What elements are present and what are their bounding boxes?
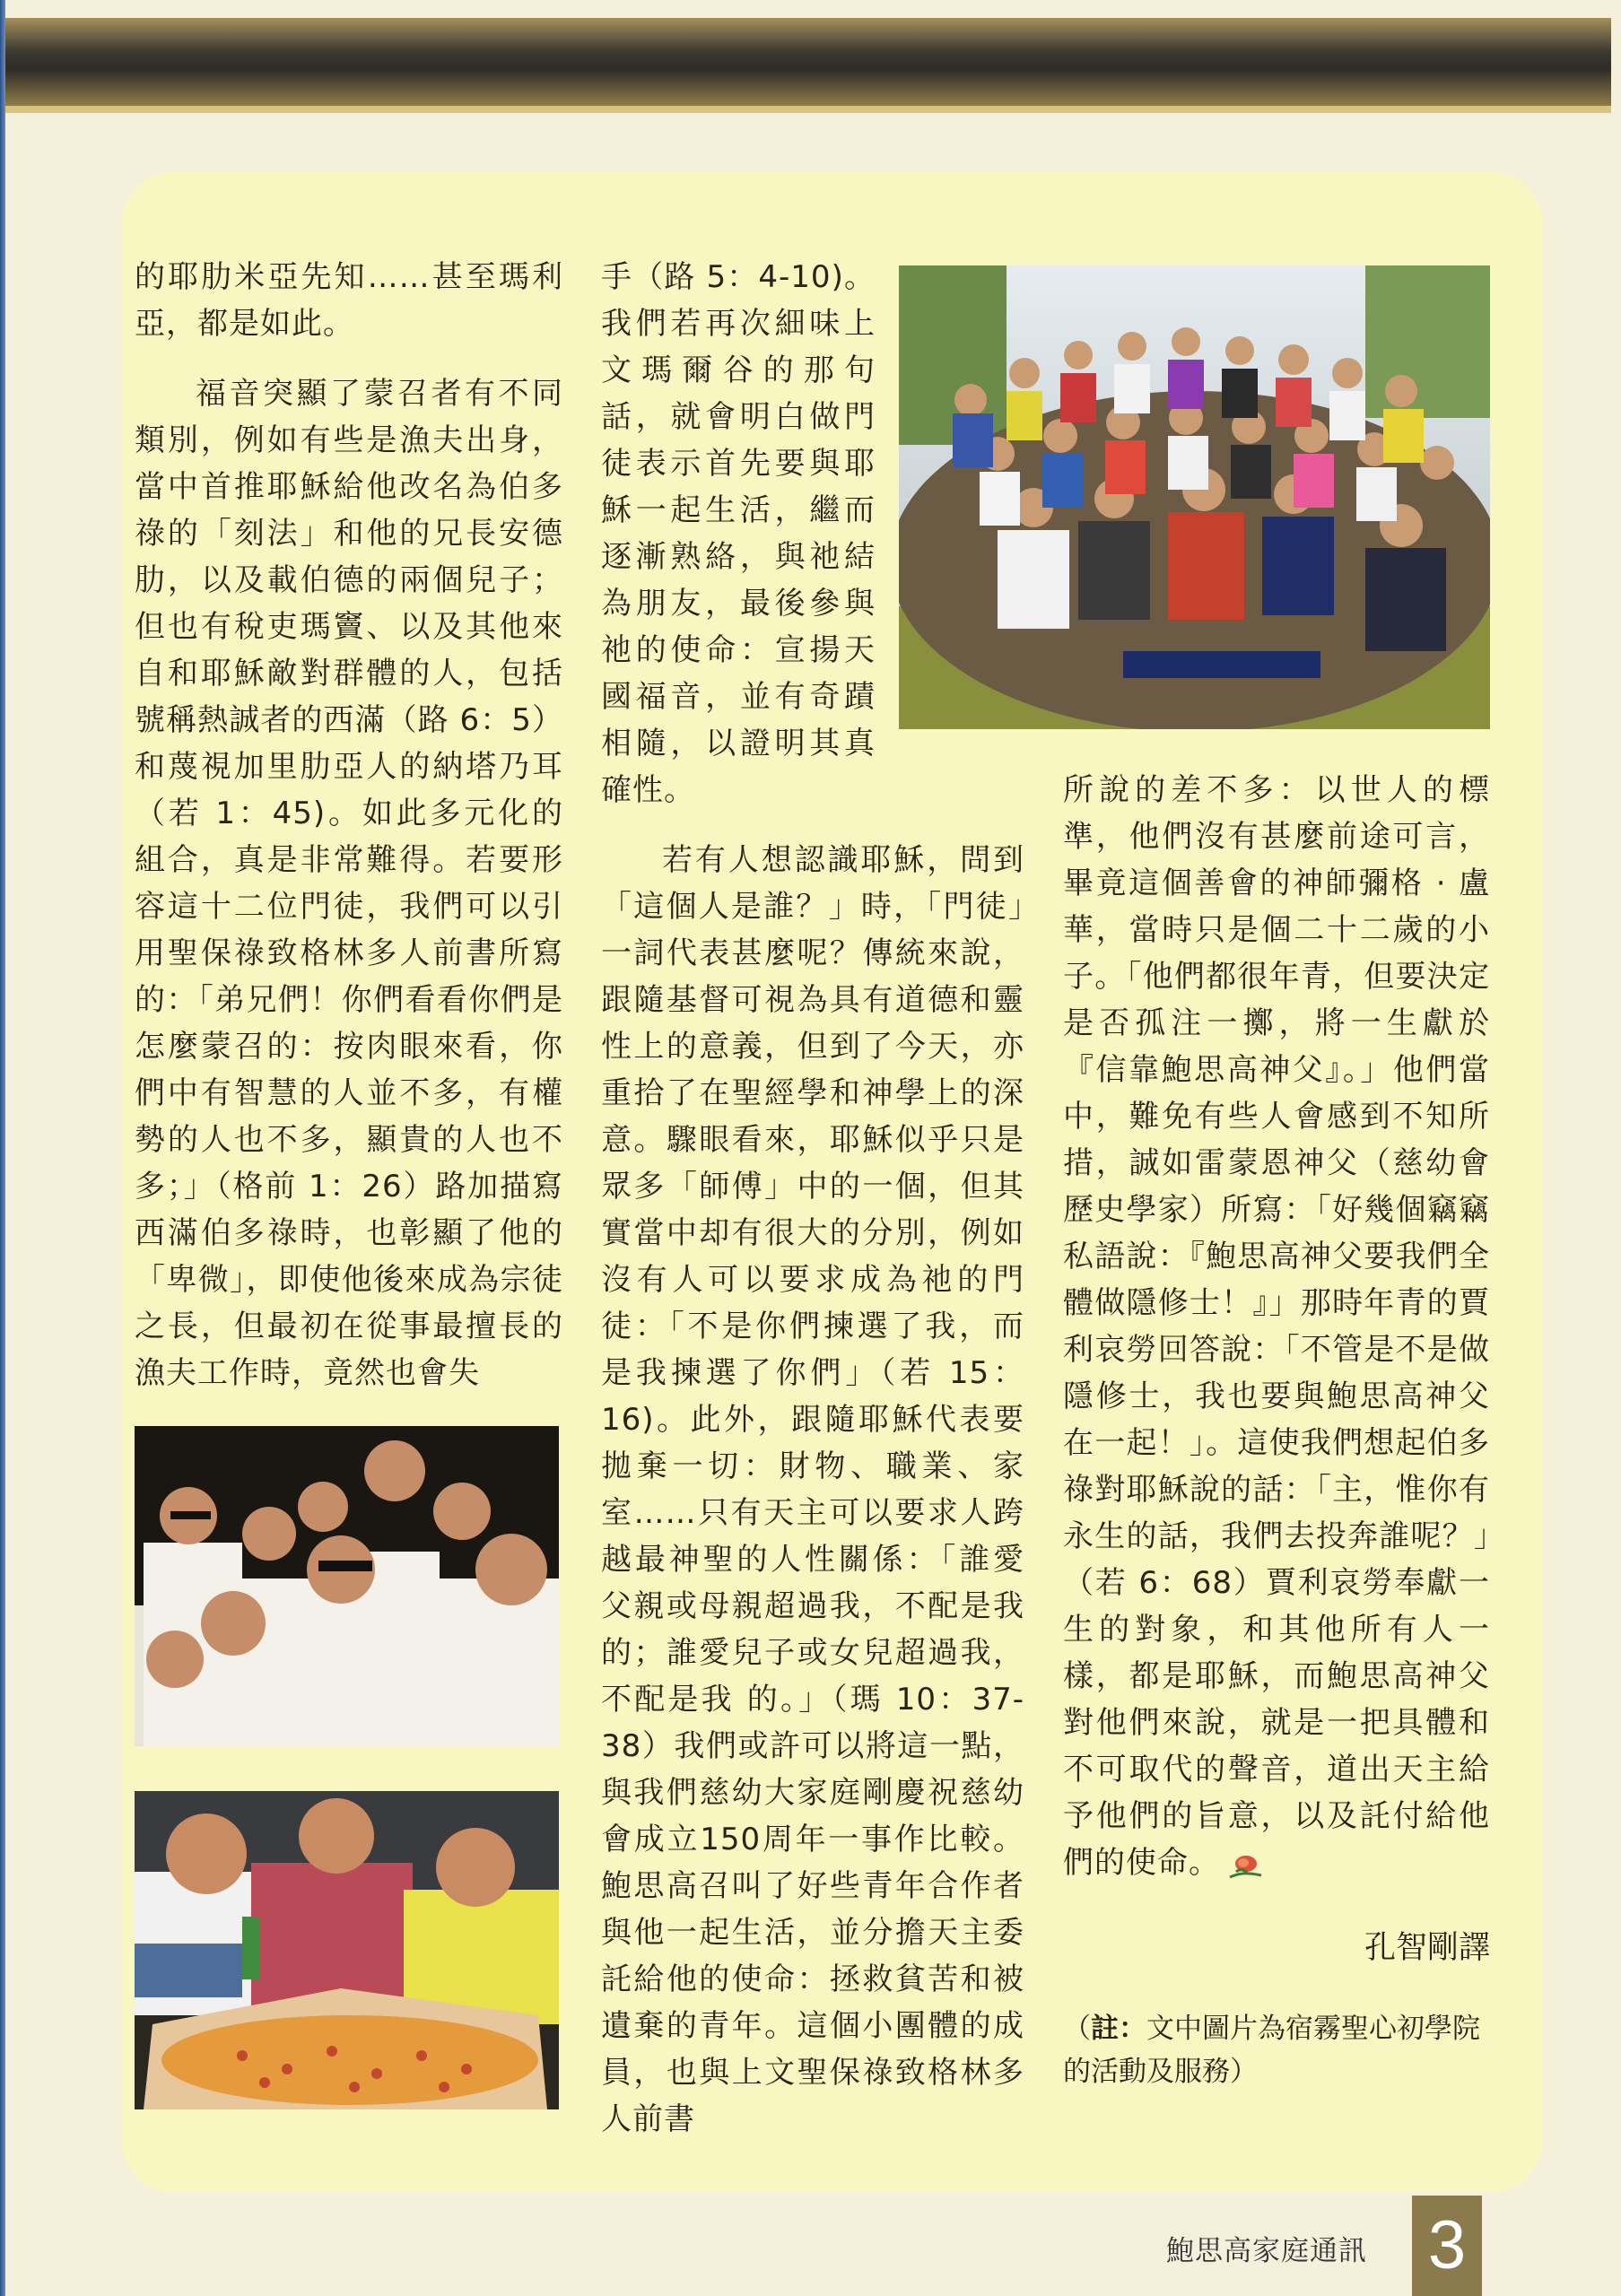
header-gold-rule [5, 106, 1611, 113]
note-text: 文中圖片為宿霧聖心初學院的活動及服務） [1063, 2013, 1480, 2088]
page-number: 3 [1427, 2207, 1467, 2283]
article-column-3 [1063, 767, 1490, 1886]
article-column-1 [135, 254, 563, 1396]
column-2-paragraph-1: 手（路 5：4-10)。我們若再次細味上文瑪爾谷的那句話，就會明白做門徒表示首先要與耶穌一起生活，繼而逐漸熟絡，與祂結為朋友，最後參與祂的使命：宣揚天國福音，並有奇蹟相隨，以證明其真確性。 [601, 259, 876, 808]
pizza-photo [135, 1791, 559, 2109]
column-1-paragraph-2: 福音突顯了蒙召者有不同類別，例如有些是漁夫出身，當中首推耶穌給他改名為伯多祿的「刻法」和他的兄長安德肋，以及載伯德的兩個兒子；但也有稅吏瑪竇、以及其他來自和耶穌敵對群體的人，包括號稱熱誠者的西滿（路 6：5）和蔑視加里肋亞人的納塔乃耳（若 1：45)。如此多元化的組合，真是非常難得。若要形容這十二位門徒，我們可以引用聖保祿致格林多人前書所寫的：「弟兄們！你們看看你們是怎麼蒙召的：按肉眼來看，你們中有智慧的人並不多，有權勢的人也不多，顯貴的人也不多；」（格前 1：26）路加描寫西滿伯多祿時，也彰顯了他的「卑微」，即使他後來成為宗徒之長，但最初在從事最擅長的漁夫工作時，竟然也會失 [135, 376, 563, 1391]
column-1-paragraph-1: 的耶肋米亞先知……甚至瑪利亞，都是如此。 [135, 259, 563, 342]
column-2-paragraph-2: 若有人想認識耶穌，問到「這個人是誰？」時，「門徒」一詞代表甚麼呢？傳統來說，跟隨基督可視為具有道德和靈性上的意義，但到了今天，亦重拾了在聖經學和神學上的深意。驟眼看來，耶穌似乎只是眾多「師傅」中的一個，但其實當中却有很大的分別，例如沒有人可以要求成為祂的門徒：「不是你們揀選了我，而是我揀選了你們」（若 15：16)。此外，跟隨耶穌代表要拋棄一切：財物、職業、家室……只有天主可以要求人跨越最神聖的人性關係：「誰愛父親或母親超過我，不配是我的；誰愛兒子或女兒超過我，不配是我 的。」（瑪 10：37-38）我們或許可以將這一點，與我們慈幼大家庭剛慶祝慈幼會成立150周年一事作比較。鮑思高召叫了好些青年合作者與他一起生活，並分擔天主委託給他的使命：拯救貧苦和被遺棄的青年。這個小團體的成員，也與上文聖保祿致格林多人前書 [601, 842, 1024, 2137]
left-edge-strip [0, 0, 5, 2296]
group-photo-outdoor [899, 265, 1490, 729]
header-band [5, 18, 1611, 106]
note-label: 註： [1091, 2013, 1146, 2045]
rose-icon [1227, 1849, 1265, 1880]
translator-credit: 孔智剛譯 [1364, 1930, 1490, 1966]
note-open: （ [1063, 2013, 1091, 2045]
group-photo-indoor [135, 1426, 559, 1746]
photo-note [1063, 2007, 1490, 2093]
column-3-paragraph-1 [1063, 767, 1490, 1886]
column-3-text: 所說的差不多：以世人的標準，他們沒有甚麼前途可言，畢竟這個善會的神師彌格 · 盧華，當時只是個二十二歲的小子。「他們都很年青，但要決定是否孤注一擲，將一生獻於『信靠鮑思高神父』。」他們當中，難免有些人會感到不知所措，誠如雷蒙恩神父（慈幼會歷史學家）所寫：「好幾個竊竊私語說：『鮑思高神父要我們全體做隱修士！』」那時年青的賈利哀勞回答說：「不管是不是做隱修士，我也要與鮑思高神父在一起！」。這使我們想起伯多祿對耶穌說的話：「主，惟你有永生的話，我們去投奔誰呢？」（若 6：68）賈利哀勞奉獻一生的對象，和其他所有人一樣，都是耶穌，而鮑思高神父對他們來說，就是一把具體和不可取代的聲音，道出天主給予他們的旨意，以及託付給他們的使命。 [1063, 772, 1490, 1881]
publication-title: 鮑思高家庭通訊 [1166, 2235, 1367, 2267]
